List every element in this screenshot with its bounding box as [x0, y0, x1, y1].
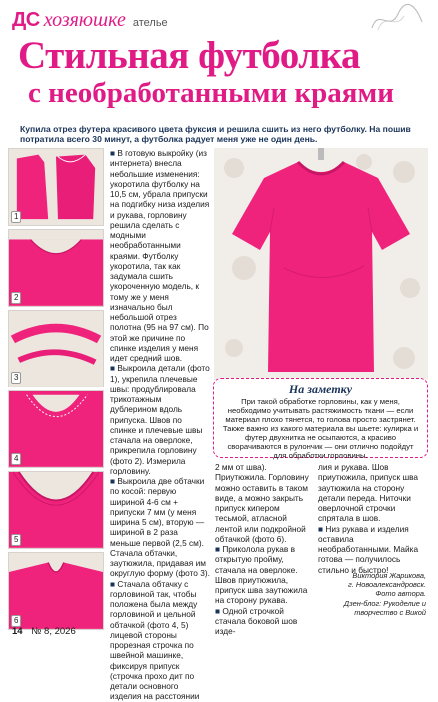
page-footer	[12, 626, 76, 637]
issue-number: № 8, 2026	[31, 626, 76, 637]
photo-number: 2	[11, 292, 21, 304]
brand-logo: ДС	[12, 9, 40, 31]
photo-number: 3	[11, 372, 21, 384]
page-number: 14	[12, 626, 23, 637]
paragraph	[110, 148, 210, 363]
photo-credit: Фото автора.	[375, 589, 426, 599]
author-name: Виктория Жарикова,	[352, 571, 426, 580]
paragraph-text: В готовую выкройку (из интернета) внесла небольшие изменения: укоротила футболку на 10,5 см, убрала припуски на подгибку низа изделия и рукава, горловину решила сделать с модными необработанными краями. Футболку укоротила, так как задумала сшить укороченную модель, к тому же у меня изначально был небольшой отрез полотна (95 на 97 см). По этой же причине по спинке изделия у меня идет средний шов.	[110, 148, 210, 363]
step-photo-5	[8, 471, 104, 549]
magazine-name: хозяюшке	[43, 9, 126, 31]
finished-neck-image	[9, 553, 103, 629]
bullet-icon: ■	[215, 544, 223, 554]
finished-tshirt-photo	[214, 148, 428, 380]
article-title-line1: Стильная футболка	[18, 34, 361, 77]
tip-title: На заметку	[288, 382, 353, 396]
step-photo-6	[8, 552, 104, 630]
spiral-decoration-icon	[368, 4, 426, 34]
neck-binding-image	[9, 391, 103, 467]
article-column-3	[318, 462, 428, 575]
stitched-neck-image	[9, 472, 103, 548]
bullet-icon: ■	[318, 523, 326, 534]
bullet-icon: ■	[110, 578, 118, 589]
step-photo-4	[8, 390, 104, 468]
step-photos	[8, 148, 104, 630]
photo-number: 1	[11, 211, 21, 223]
article-lead: Купила отрез футера красивого цвета фуксия и решила сшить из него футболку. На пошив потратила всего 30 минут, а футболка радует меня уже не один день.	[20, 124, 411, 145]
bullet-icon: ■	[110, 148, 118, 158]
paragraph-text: Выкроила две обтачки по косой: первую шириной 4-6 см + припуски 7 мм (у меня ширина 5 см), вторую — шириной в 2 раза меньше первой (2,5 см). Стачала обтачки, заутюжила, придавая им округлую форму (фото 3).	[110, 476, 210, 579]
article-column-1	[110, 148, 210, 702]
paragraph	[110, 579, 210, 702]
step-photo-2	[8, 229, 104, 307]
step-photo-1	[8, 148, 104, 226]
paragraph	[318, 524, 428, 575]
photo-number: 6	[11, 615, 21, 627]
step-photo-3	[8, 310, 104, 388]
article-column-2	[215, 462, 311, 636]
bias-strips-image	[9, 311, 103, 387]
author-city: г. Новоалександровск.	[348, 580, 426, 590]
neckline-image	[9, 230, 103, 306]
paragraph-text: Одной строчкой стачала боковой шов изде-	[215, 605, 298, 636]
bullet-icon: ■	[110, 476, 118, 486]
tip-body: При такой обработке горловины, как у меня, необходимо учитывать растяжимость ткани — если материал плохо тянется, то голова просто застрянет. Также важно из какого материала вы шьете: кулирка и футер двухнитка не осыпаются, а красиво сворачиваются в рулончик — они отлично подойдут для обработки горловины.	[222, 397, 419, 460]
tip-box	[213, 378, 428, 458]
paragraph-text: лия и рукава. Шов приутюжила, припуск шва заутюжила на сторону детали переда. Ниточки оверлочной строчки спрятала в шов.	[318, 462, 419, 524]
paragraph	[110, 476, 210, 579]
paragraph-text: 2 мм от шва). Приутюжила. Горловину можно оставить в таком виде, а можно закрыть припуск кипером тесьмой, атласной лентой или подкройной обтачкой (фото 6).	[215, 462, 309, 544]
article-title-line2: с необработанными краями	[28, 77, 394, 109]
section-label: ателье	[132, 17, 168, 29]
paragraph	[215, 606, 311, 637]
bullet-icon: ■	[215, 605, 223, 616]
tshirt-image	[214, 148, 428, 380]
paragraph-text: Стачала обтачку с горловиной так, чтобы положена была между горловиной и цельной обтачкой (фото 4, 5) лицевой стороны прорезная строчка по швейной машинке, фиксируя припуск (строчка прохо дит по детали основного изделия на расстоянии	[110, 578, 200, 702]
magazine-header	[12, 8, 426, 30]
paragraph-text: Приколола рукав в открытую пройму, стачала на оверлоке. Швов приутюжила, припуск шва заутюжила на сторону рукава.	[215, 544, 308, 606]
paragraph	[215, 544, 311, 606]
bullet-icon: ■	[110, 363, 118, 374]
author-credits	[320, 571, 426, 617]
cut-pieces-image	[9, 149, 103, 225]
photo-number: 4	[11, 453, 21, 465]
paragraph	[318, 462, 428, 524]
photo-number: 5	[11, 534, 21, 546]
paragraph	[215, 462, 311, 544]
blog-credit: Дзен-блог: Рукоделие и творчество с Викой	[343, 598, 426, 617]
paragraph-text: Низ рукава и изделия оставила необработанными. Майка готова — получилось стильно и быстро!	[318, 523, 419, 575]
paragraph-text: Выкроила детали (фото 1), укрепила плечевые швы: продублировала трикотажным дублерином вдоль припуска. Швов по спинке и плечевые швы стачала на оверлоке, прикрепила горловину (фото 2). Измерила горловину.	[110, 363, 210, 476]
paragraph	[110, 363, 210, 476]
